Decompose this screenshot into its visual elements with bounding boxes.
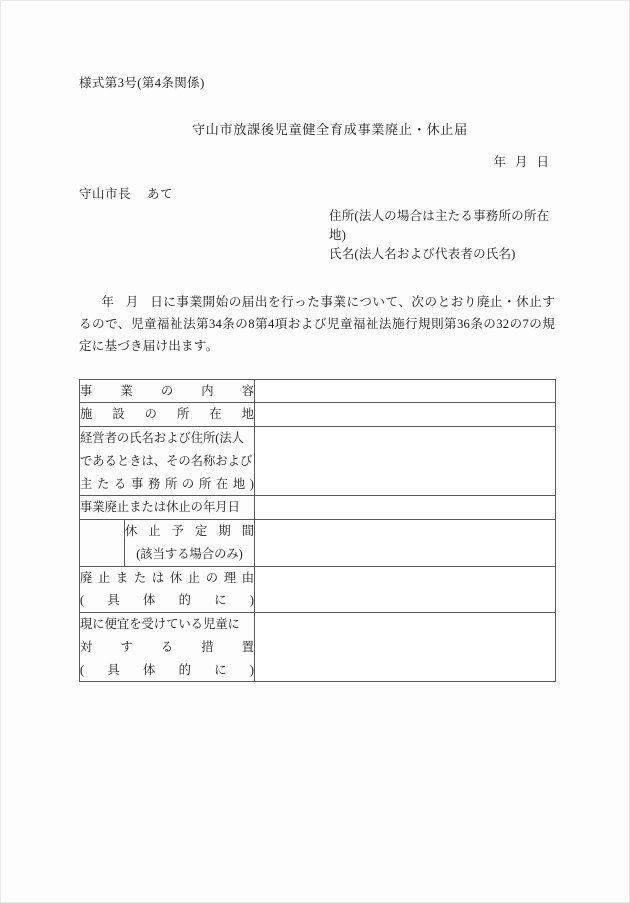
label-line-1: 廃止または休止の理由 — [80, 570, 254, 585]
label-line-1: 休止予定期間 — [125, 524, 254, 539]
addressee-name: 守山市長 — [79, 186, 132, 201]
label-line-1: 経営者の氏名および住所(法人 — [80, 431, 244, 446]
application-table — [79, 379, 556, 683]
row-label-abolition-date — [80, 496, 255, 520]
form-number: 様式第3号(第4条関係) — [79, 76, 205, 90]
row-value-reason[interactable] — [255, 566, 556, 612]
document-body — [79, 75, 555, 682]
label-text: 事業の内容 — [80, 383, 254, 398]
document-title: 守山市放課後児童健全育成事業廃止・休止届 — [191, 121, 468, 137]
date-line — [79, 152, 555, 170]
submitter-block — [79, 207, 555, 265]
row-value-facility-location[interactable] — [255, 403, 556, 427]
row-value-business-content[interactable] — [255, 379, 556, 403]
table-row — [80, 403, 556, 427]
label-line-3: (具体的に) — [80, 662, 254, 677]
table-row — [80, 566, 556, 612]
label-line-3: 主たる事務所の所在地) — [80, 476, 254, 491]
label-line-2: (該当する場合のみ) — [136, 546, 243, 561]
row-label-facility-location — [80, 403, 255, 427]
submitter-address-label: 住所(法人の場合は主たる事務所の所在地) — [329, 208, 550, 242]
row-label-reason — [80, 566, 255, 612]
date-day: 日 — [536, 154, 549, 169]
row-value-measures-for-children[interactable] — [255, 613, 556, 682]
addressee-line — [79, 184, 555, 202]
label-line-2: であるときは、その名称および — [80, 453, 253, 468]
row-label-measures-for-children — [80, 613, 255, 682]
table-row — [80, 427, 556, 496]
table-row — [80, 496, 556, 520]
date-month: 月 — [514, 154, 528, 169]
row-value-suspension-period[interactable] — [255, 520, 556, 566]
table-row — [80, 520, 556, 566]
body-line2: 児童福祉法第34条の8第4項および児童福祉法施行規則第36条の32の7の規定に基づき届け — [79, 316, 555, 353]
body-paragraph — [79, 291, 555, 357]
row-value-abolition-date[interactable] — [255, 496, 556, 520]
submitter-name-label: 氏名(法人名および代表者の氏名) — [329, 247, 516, 262]
body-line3: 出ます。 — [168, 338, 219, 353]
label-line-1: 現に便宜を受けている児童に — [80, 617, 240, 632]
label-line-2: (具体的に) — [80, 593, 254, 608]
row-indent-spacer — [80, 520, 125, 566]
label-line-2: 対する措置 — [80, 639, 254, 654]
label-text: 事業廃止または休止の年月日 — [80, 500, 240, 515]
body-month: 月 — [125, 294, 139, 309]
label-text: 施設の所在地 — [80, 407, 254, 422]
addressee-suffix: あて — [147, 186, 174, 201]
table-row — [80, 613, 556, 682]
table-row — [80, 379, 556, 403]
body-line1: 日に事業開始の届出を行った事業について、次のとおり廃止・休止するので、 — [79, 294, 556, 331]
row-value-operator-name-address[interactable] — [255, 427, 556, 496]
row-label-business-content — [80, 379, 255, 403]
body-year: 年 — [101, 294, 115, 309]
row-label-suspension-period — [125, 520, 255, 566]
row-label-operator-name-address — [80, 427, 255, 496]
date-year: 年 — [493, 154, 506, 169]
